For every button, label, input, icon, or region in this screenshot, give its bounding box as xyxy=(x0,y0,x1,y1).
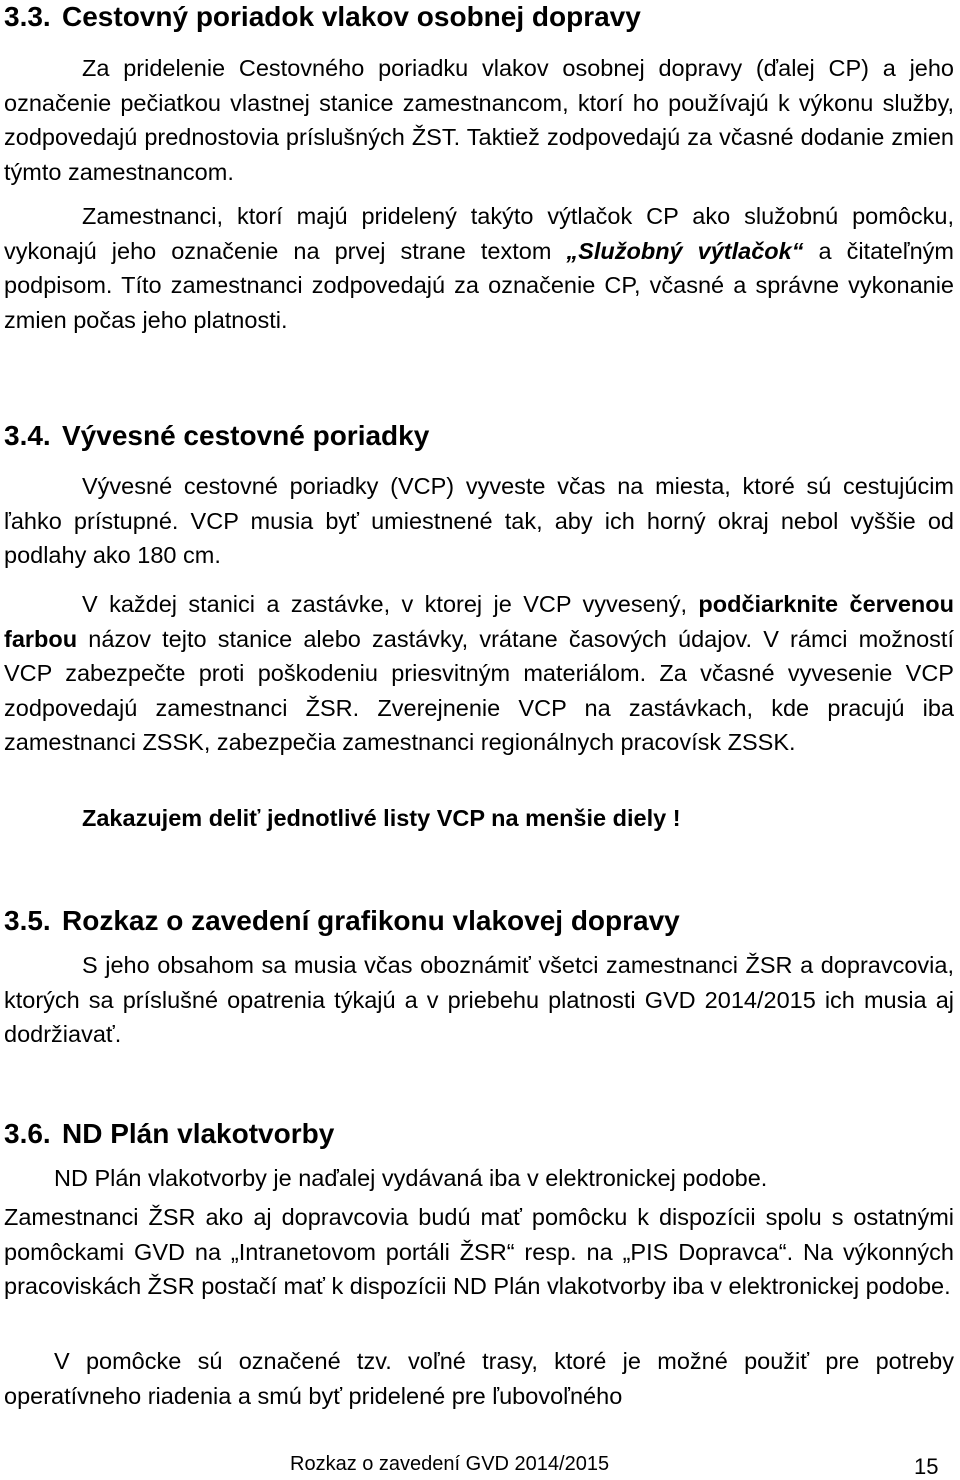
page-footer: Rozkaz o zavedení GVD 2014/2015 xyxy=(290,1453,610,1475)
page-number: 15 xyxy=(914,1454,939,1479)
section-number: 3.6. xyxy=(4,1118,51,1149)
section-title: Vývesné cestovné poriadky xyxy=(62,420,430,451)
paragraph-text: Zamestnanci, ktorí majú pridelený takýto výtlačok CP ako služobnú pomôcku, vykonajú jeho označenie na prvej strane textom xyxy=(4,203,954,264)
paragraph: V pomôcke sú označené tzv. voľné trasy, ktoré je možné použiť pre potreby operatívneho riadenia a smú byť pridelené pre ľubovoľného xyxy=(4,1348,954,1409)
section-title: Cestovný poriadok vlakov osobnej dopravy xyxy=(62,1,641,32)
section-heading-3-6 xyxy=(4,1117,334,1151)
section-number: 3.4. xyxy=(4,420,51,451)
section-number: 3.3. xyxy=(4,1,51,32)
emphasized-text: podčiarknite červenou farbou xyxy=(4,591,954,652)
paragraph: Zamestnanci ŽSR ako aj dopravcovia budú mať pomôcku k dispozícii spolu s ostatnými pomôckami GVD na „Intranetovom portáli ŽSR“ resp. na „PIS Dopravca“. Na výkonných pracoviskách ŽSR postačí mať k dispozícii ND Plán vlakotvorby iba v elektronickej podobe. xyxy=(4,1204,954,1299)
section-number: 3.5. xyxy=(4,905,51,936)
paragraph: ND Plán vlakotvorby je naďalej vydávaná iba v elektronickej podobe. xyxy=(54,1165,768,1191)
section-title: ND Plán vlakotvorby xyxy=(62,1118,335,1149)
paragraph: S jeho obsahom sa musia včas oboznámiť všetci zamestnanci ŽSR a dopravcovia, ktorých sa príslušné opatrenia týkajú a v priebehu platnosti GVD 2014/2015 ich musia aj dodržiavať. xyxy=(4,952,954,1047)
emphasized-text: „Služobný výtlačok“ xyxy=(566,237,804,264)
paragraph xyxy=(4,587,954,760)
paragraph-text: a čitateľným podpisom. Títo zamestnanci zodpovedajú za označenie CP, včasné a správne vykonanie zmien počas jeho platnosti. xyxy=(4,237,954,333)
paragraph: Vývesné cestovné poriadky (VCP) vyveste včas na miesta, ktoré sú cestujúcim ľahko prístupné. VCP musia byť umiestnené tak, aby ich horný okraj nebol vyššie od podlahy ako 180 cm. xyxy=(4,473,954,568)
warning-note: Zakazujem deliť jednotlivé listy VCP na menšie diely ! xyxy=(82,805,681,831)
paragraph xyxy=(4,199,954,337)
section-heading-3-3 xyxy=(4,0,641,34)
paragraph-text: V každej stanici a zastávke, v ktorej je VCP vyvesený, xyxy=(82,591,699,617)
paragraph-text: názov tejto stanice alebo zastávky, vrátane časových údajov. V rámci možností VCP zabezpečte proti poškodeniu priesvitným materiálom. Za včasné vyvesenie VCP zodpovedajú zamestnanci ŽSR. Zverejnenie VCP na zastávkach, kde pracujú iba zamestnanci ZSSK, zabezpečia zamestnanci regionálnych pracovísk ZSSK. xyxy=(4,625,954,755)
section-heading-3-5 xyxy=(4,904,680,938)
section-title: Rozkaz o zavedení grafikonu vlakovej dopravy xyxy=(62,905,680,936)
paragraph: Za pridelenie Cestovného poriadku vlakov osobnej dopravy (ďalej CP) a jeho označenie pečiatkou vlastnej stanice zamestnancom, ktorí ho používajú k výkonu služby, zodpovedajú prednostovia príslušných ŽST. Taktiež zodpovedajú za včasné dodanie zmien týmto zamestnancom. xyxy=(4,55,954,185)
section-heading-3-4 xyxy=(4,419,429,453)
